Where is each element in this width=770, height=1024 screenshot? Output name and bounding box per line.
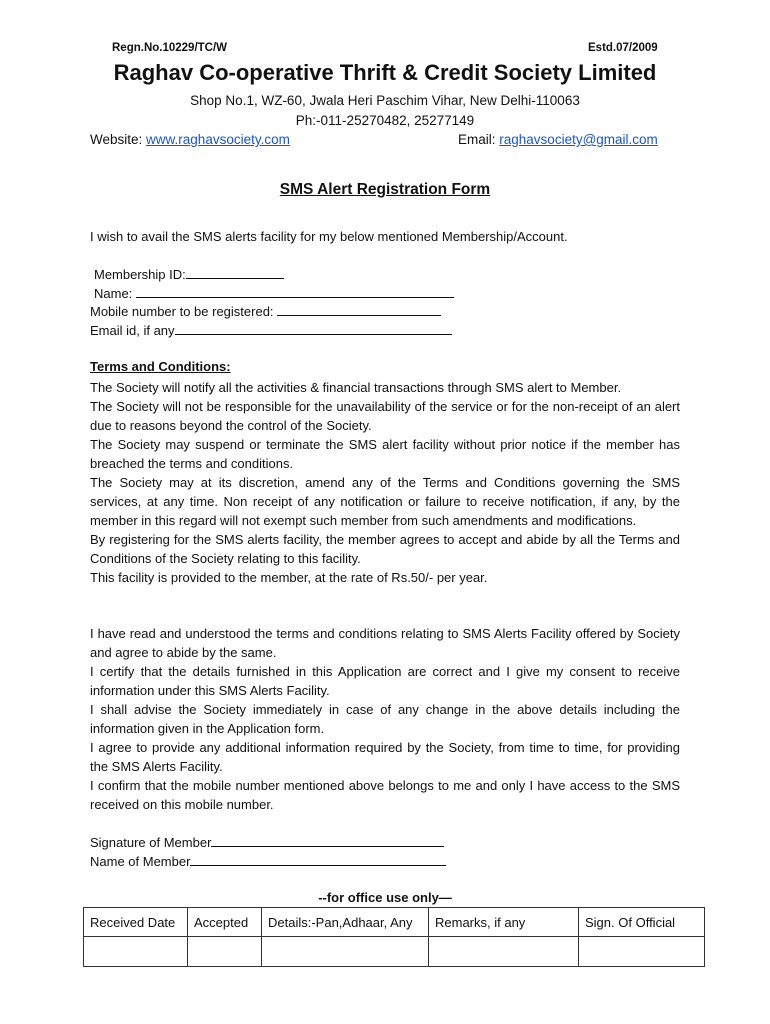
website-link[interactable]: www.raghavsociety.com	[146, 132, 290, 147]
terms-item: The Society will notify all the activities & financial transactions through SMS alert to Member.	[90, 380, 622, 395]
col-details: Details:-Pan,Adhaar, Any	[262, 908, 429, 937]
terms-item: This facility is provided to the member, at the rate of Rs.50/- per year.	[90, 570, 488, 585]
signature-blank[interactable]	[211, 833, 444, 847]
website-label: Website:	[90, 132, 143, 147]
declaration-item: I have read and understood the terms and conditions relating to SMS Alerts Facility offered by Society and agree to abide by the same.	[90, 626, 680, 660]
declaration-list	[90, 624, 680, 814]
mobile-label: Mobile number to be registered:	[90, 304, 274, 319]
office-use-heading: --for office use only—	[318, 890, 452, 905]
email-link[interactable]: raghavsociety@gmail.com	[499, 132, 658, 147]
terms-list	[90, 378, 680, 587]
address: Shop No.1, WZ-60, Jwala Heri Paschim Vihar, New Delhi-110063	[190, 93, 580, 108]
member-name-field[interactable]	[90, 852, 446, 871]
signature-field[interactable]	[90, 833, 444, 852]
phone-numbers: Ph:-011-25270482, 25277149	[295, 113, 475, 128]
organization-name: Raghav Co-operative Thrift & Credit Society Limited	[113, 60, 657, 85]
member-name-label: Name of Member	[90, 854, 191, 869]
col-accepted: Accepted	[188, 908, 262, 937]
email-id-blank[interactable]	[175, 321, 452, 335]
website-line	[90, 132, 290, 147]
declaration-item: I agree to provide any additional information required by the Society, from time to time, for providing the SMS Alerts Facility.	[90, 740, 680, 774]
terms-item: By registering for the SMS alerts facility, the member agrees to accept and abide by all the Terms and Conditions of the Society relating to this facility.	[90, 532, 680, 566]
terms-heading: Terms and Conditions:	[90, 359, 231, 374]
name-blank[interactable]	[136, 284, 454, 298]
email-field[interactable]	[90, 321, 452, 340]
office-use-table	[83, 907, 705, 967]
sign-official-cell[interactable]	[579, 937, 705, 967]
declaration-item: I shall advise the Society immediately in case of any change in the above details including the information given in the Application form.	[90, 702, 680, 736]
received-date-cell[interactable]	[84, 937, 188, 967]
mobile-blank[interactable]	[277, 302, 441, 316]
terms-item: The Society will not be responsible for the unavailability of the service or for the non-receipt of an alert due to reasons beyond the control of the Society.	[90, 399, 680, 433]
terms-item: The Society may at its discretion, amend any of the Terms and Conditions governing the SMS services, at any time. Non receipt of any notification or failure to receive notification, if any, by the member in this regard will not exempt such member from such amendments and modifications.	[90, 475, 680, 528]
name-label: Name:	[94, 286, 133, 301]
details-cell[interactable]	[262, 937, 429, 967]
col-remarks: Remarks, if any	[429, 908, 579, 937]
registration-number: Regn.No.10229/TC/W	[112, 42, 228, 54]
mobile-field[interactable]	[90, 302, 441, 321]
declaration-item: I confirm that the mobile number mentioned above belongs to me and only I have access to the SMS received on this mobile number.	[90, 778, 680, 812]
membership-id-field[interactable]	[94, 265, 284, 284]
established-date: Estd.07/2009	[588, 42, 658, 54]
signature-label: Signature of Member	[90, 835, 212, 850]
terms-item: The Society may suspend or terminate the SMS alert facility without prior notice if the member has breached the terms and conditions.	[90, 437, 680, 471]
email-label: Email:	[458, 132, 496, 147]
col-sign-official: Sign. Of Official	[579, 908, 705, 937]
email-id-label: Email id, if any	[90, 323, 175, 338]
remarks-cell[interactable]	[429, 937, 579, 967]
membership-id-blank[interactable]	[186, 265, 284, 279]
form-title: SMS Alert Registration Form	[279, 181, 491, 198]
accepted-cell[interactable]	[188, 937, 262, 967]
office-table-entry-row	[84, 937, 705, 967]
membership-id-label: Membership ID:	[94, 267, 186, 282]
email-line	[458, 132, 658, 147]
intro-text: I wish to avail the SMS alerts facility for my below mentioned Membership/Account.	[90, 229, 568, 244]
col-received-date: Received Date	[84, 908, 188, 937]
declaration-item: I certify that the details furnished in this Application are correct and I give my consent to receive information under this SMS Alerts Facility.	[90, 664, 680, 698]
name-field[interactable]	[94, 284, 454, 303]
office-table-header-row	[84, 908, 705, 937]
member-name-blank[interactable]	[190, 852, 446, 866]
